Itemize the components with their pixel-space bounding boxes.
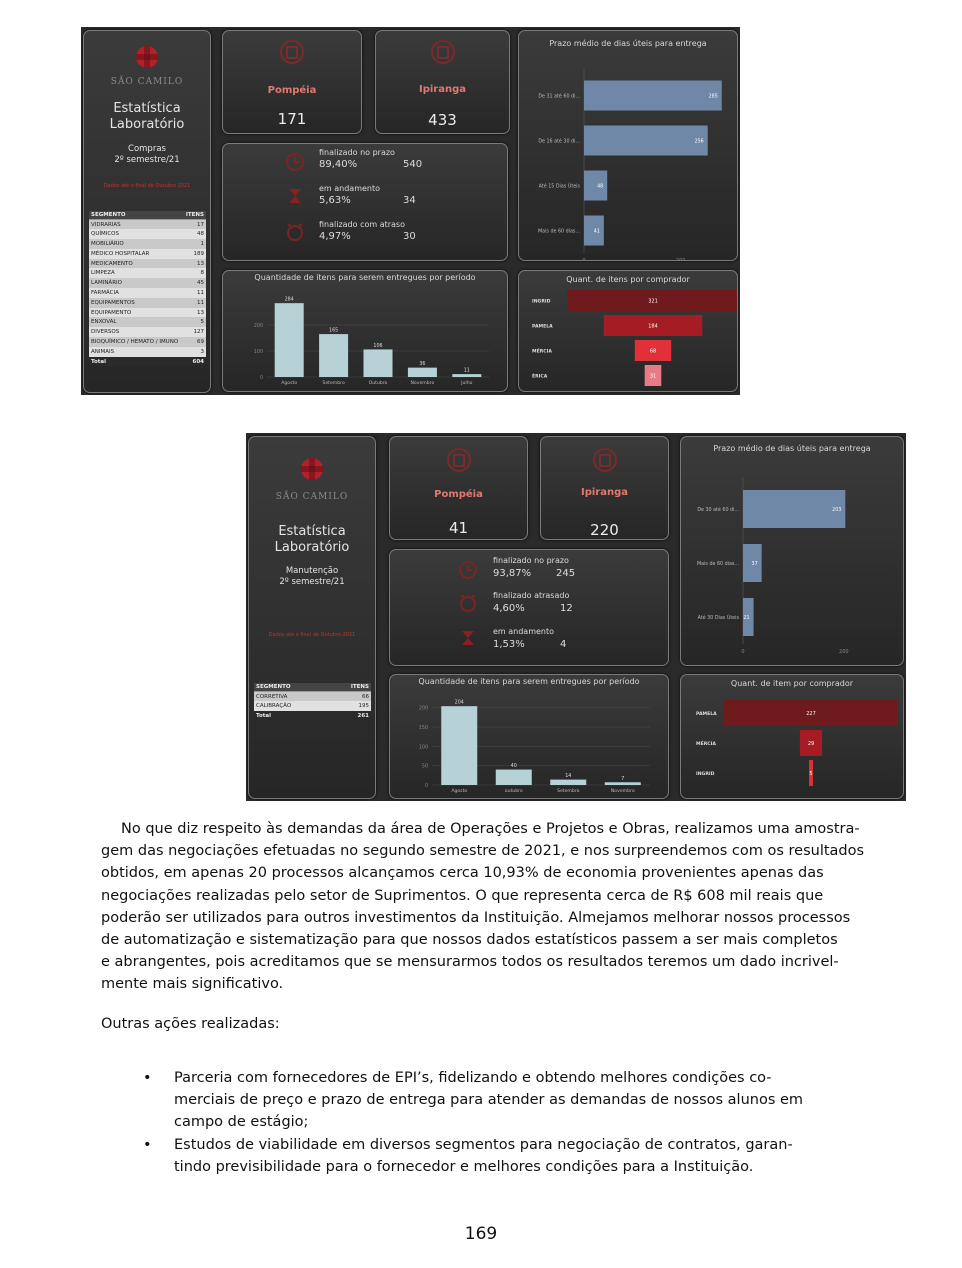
bar (743, 490, 845, 528)
items-cell: 8 (183, 268, 206, 278)
status-label: em andamento (493, 627, 555, 636)
items-cell: 69 (183, 337, 206, 347)
data-label: 41 (593, 229, 600, 235)
segment-cell: EQUIPAMENTOS (89, 298, 183, 308)
tick-label: 0 (424, 784, 428, 789)
title-line-1: Estatística (113, 101, 181, 116)
items-cell: 48 (183, 229, 206, 239)
subtitle-line-1: Manutenção (285, 566, 339, 576)
status-label: finalizado no prazo (319, 148, 395, 157)
bullet-line: tindo previsibilidade para o fornecedor e melhores condições para a Instituição. (174, 1158, 754, 1175)
col-segment: SEGMENTO (89, 211, 183, 220)
chart-prazo-svg (681, 437, 904, 666)
status-label: em andamento (319, 184, 381, 193)
paragraph-line: negociações realizadas pelo setor de Suprimentos. O que representa cerca de R$ 608 mil reais que (101, 887, 824, 904)
table-row (89, 259, 206, 269)
building-icon (430, 39, 456, 65)
items-cell: 127 (183, 327, 206, 337)
kpi-ipiranga (375, 30, 510, 134)
chart-prazo (518, 30, 738, 264)
data-label: 29 (807, 741, 815, 747)
dashboard-side-panel (83, 30, 211, 393)
chart-quantidade (389, 674, 669, 799)
chart-title: Prazo médio de dias úteis para entrega (549, 39, 707, 48)
tick-label: 200 (418, 706, 428, 712)
data-label: 37 (751, 562, 758, 567)
list-item (143, 1067, 823, 1134)
bar (364, 349, 393, 377)
status-count: 4 (560, 639, 567, 650)
category-label: PAMELA (696, 712, 717, 717)
bar (605, 782, 641, 785)
tick-label: 0 (259, 376, 263, 381)
items-cell: 66 (329, 692, 371, 702)
items-cell: 195 (329, 701, 371, 711)
chart-comprador (518, 270, 738, 392)
kpi-label: Ipiranga (418, 84, 466, 95)
paragraph-line: mente mais significativo. (101, 976, 284, 993)
bullet-list (143, 1067, 823, 1178)
kpi-pompeia (222, 30, 362, 134)
date-note: Dados até o final de Outubro 2021 (268, 632, 356, 638)
table-row (89, 220, 206, 230)
category-label: Outubro (368, 381, 388, 386)
dashboard-compras-screenshot (81, 27, 740, 395)
data-label: 256 (694, 139, 704, 145)
table-row (89, 249, 206, 259)
dashboard-manutencao-screenshot (246, 433, 906, 801)
bar (496, 770, 532, 785)
segment-cell: DIVERSOS (89, 327, 183, 337)
bullet-line: campo de estágio; (174, 1114, 309, 1131)
data-label: 48 (597, 184, 604, 190)
status-label: finalizado atrasado (493, 591, 570, 600)
title-line-2: Laboratório (274, 540, 350, 555)
list-item (143, 1134, 823, 1178)
tick-label: 150 (418, 726, 428, 732)
data-label: 321 (648, 298, 658, 305)
data-label: 285 (708, 94, 718, 100)
category-label: Julho (461, 381, 473, 386)
paragraph-line: obtidos, em apenas 20 processos alcançamos cerca 10,93% de economia provenientes apenas das (101, 865, 824, 882)
segment-cell: FARMÁCIA (89, 288, 183, 298)
table-row (89, 298, 206, 308)
category-label: outubro (504, 789, 523, 794)
status-count: 30 (403, 231, 416, 242)
date-note: Dados até o final de Outubro 2021 (103, 183, 191, 189)
table-row (89, 288, 206, 298)
tick-label: 200 (839, 649, 849, 655)
page-number: 169 (464, 1224, 498, 1244)
category-label: ÉRICA (532, 374, 548, 380)
title-line-2: Laboratório (109, 117, 185, 132)
table-row (254, 692, 371, 702)
chart-comprador (680, 674, 904, 799)
total-label: Total (254, 711, 329, 721)
subtitle-line-2: 2º semestre/21 (279, 577, 345, 587)
segment-cell: CALIBRAÇÃO (254, 701, 329, 711)
category-label: De 31 até 60 di... (538, 94, 580, 100)
hourglass-icon (458, 628, 478, 648)
segment-cell: ANIMAIS (89, 347, 183, 357)
status-pct: 4,60% (493, 603, 525, 614)
category-label: INGRID (532, 299, 551, 305)
chart-title: Quant. de itens por comprador (566, 275, 690, 284)
col-segment: SEGMENTO (254, 683, 329, 692)
kpi-label: Pompéia (434, 489, 483, 500)
segment-table-body (254, 692, 371, 721)
table-row (89, 308, 206, 318)
bar (275, 303, 304, 377)
data-label: 31 (649, 373, 657, 380)
col-items: ITENS (329, 683, 371, 692)
bar (319, 334, 348, 377)
chart-title: Quantidade de itens para serem entregues por período (418, 677, 640, 686)
chart-title: Quant. de item por comprador (730, 679, 854, 688)
tick-label: 0 (582, 258, 586, 264)
data-label: 68 (649, 348, 657, 355)
sao-camilo-cross-logo-icon (133, 43, 161, 71)
data-label: 11 (463, 368, 470, 374)
status-count: 12 (560, 603, 573, 614)
bullet-symbol: • (143, 1136, 152, 1153)
kpi-value: 171 (277, 110, 307, 128)
category-label: Setembro (557, 789, 580, 794)
segment-cell: MEDICAMENTO (89, 259, 183, 269)
category-label: PAMELA (532, 324, 553, 330)
alarm-icon (458, 593, 478, 613)
category-label: De 30 até 60 di... (697, 508, 739, 513)
paragraph-line: de automatização e sistematização para que nossos dados estatísticos passem a ser mais completos (101, 932, 838, 949)
data-label: 204 (454, 700, 464, 706)
segment-cell: LIMPEZA (89, 268, 183, 278)
segment-cell: VIDRARIAS (89, 220, 183, 230)
status-pct: 5,63% (319, 195, 351, 206)
items-cell: 1 (183, 239, 206, 249)
segment-table (254, 683, 371, 721)
segment-table (89, 211, 206, 366)
tick-label: 100 (418, 745, 428, 751)
status-pct: 89,40% (319, 159, 358, 170)
chart-prazo (680, 436, 904, 666)
tick-label: 200 (253, 324, 263, 329)
status-pct: 4,97% (319, 231, 351, 242)
data-label: 165 (329, 328, 339, 334)
category-label: De 16 até 30 di... (538, 139, 580, 145)
table-row (254, 701, 371, 711)
bar (441, 706, 477, 785)
data-label: 7 (621, 776, 625, 782)
chart-comprador-svg (519, 271, 738, 392)
hourglass-icon (285, 186, 305, 206)
category-label: Novembro (410, 381, 435, 386)
category-label: Mais de 60 dias... (538, 229, 580, 235)
data-label: 21 (743, 616, 750, 621)
clock-icon (458, 560, 478, 580)
table-header-row (254, 683, 371, 692)
table-header-row (89, 211, 206, 220)
status-label: finalizado com atraso (319, 220, 405, 229)
segment-cell: ENXOVAL (89, 317, 183, 327)
chart-quantidade-svg (223, 271, 508, 392)
total-label: Total (89, 357, 183, 367)
total-value: 261 (329, 711, 371, 721)
bar (408, 368, 437, 377)
kpi-label: Ipiranga (580, 487, 628, 498)
items-cell: 11 (183, 298, 206, 308)
items-cell: 5 (183, 317, 206, 327)
bar (584, 81, 722, 111)
data-label: 184 (648, 323, 658, 330)
table-row (89, 239, 206, 249)
segment-cell: MÉDICO HOSPITALAR (89, 249, 183, 259)
paragraph-line: No que diz respeito às demandas da área de Operações e Projetos e Obras, realizamos uma amostra- (121, 821, 860, 837)
status-panel (222, 143, 508, 261)
chart-prazo-svg (519, 31, 738, 264)
items-cell: 13 (183, 259, 206, 269)
dashboard-side-panel (248, 436, 376, 799)
tick-label: 200 (675, 258, 686, 264)
category-label: Até 15 Dias Úteis (538, 184, 580, 190)
category-label: Até 30 Dias Úteis (697, 616, 739, 621)
category-label: Agosto (281, 381, 298, 386)
chart-title: Quantidade de itens para serem entregues por período (254, 273, 476, 282)
status-count: 540 (403, 159, 423, 170)
bullet-line: Parceria com fornecedores de EPI’s, fidelizando e obtendo melhores condições co- (174, 1070, 772, 1086)
category-label: Agosto (451, 789, 468, 794)
table-row (89, 347, 206, 357)
category-label: MÉRCIA (696, 742, 716, 747)
items-cell: 13 (183, 308, 206, 318)
chart-quantidade-svg (390, 675, 669, 799)
kpi-pompeia (389, 436, 528, 540)
tick-label: 0 (741, 649, 745, 655)
data-label: 284 (284, 297, 294, 303)
segment-cell: QUÍMICOS (89, 229, 183, 239)
building-icon (592, 447, 618, 473)
kpi-value: 433 (428, 111, 457, 129)
col-items: ITENS (183, 211, 206, 220)
segment-cell: BIOQUÍMICO / HEMATO / IMUNO (89, 337, 183, 347)
status-count: 245 (556, 568, 576, 579)
subtitle-line-1: Compras (128, 144, 166, 154)
bullet-symbol: • (143, 1070, 152, 1086)
building-icon (446, 447, 472, 473)
category-label: INGRID (696, 772, 715, 777)
paragraph-line: poderão ser utilizados para outros investimentos da Instituição. Almejamos melhorar nossos processos (101, 909, 851, 926)
kpi-label: Pompéia (267, 85, 317, 96)
items-cell: 45 (183, 278, 206, 288)
total-value: 604 (183, 357, 206, 367)
table-row (89, 278, 206, 288)
items-cell: 17 (183, 220, 206, 230)
category-label: Setembro (322, 381, 345, 386)
items-cell: 189 (183, 249, 206, 259)
table-row (89, 229, 206, 239)
status-count: 34 (403, 195, 416, 206)
chart-quantidade (222, 270, 508, 392)
data-label: 40 (510, 764, 517, 770)
items-cell: 3 (183, 347, 206, 357)
category-label: MÉRCIA (532, 349, 552, 355)
category-label: Novembro (610, 789, 635, 794)
status-pct: 93,87% (493, 568, 532, 579)
segment-cell: CORRETIVA (254, 692, 329, 702)
status-label: finalizado no prazo (493, 556, 569, 565)
bar (550, 780, 586, 785)
body-paragraph (101, 818, 871, 996)
items-cell: 11 (183, 288, 206, 298)
data-label: 227 (806, 711, 816, 717)
bar (584, 171, 607, 201)
table-row (89, 327, 206, 337)
clock-icon (285, 152, 305, 172)
chart-comprador-svg (681, 675, 904, 799)
segment-cell: EQUIPAMENTO (89, 308, 183, 318)
sao-camilo-cross-logo-icon (298, 455, 326, 483)
data-label: 203 (832, 508, 842, 513)
bar (584, 126, 708, 156)
bullet-line: Estudos de viabilidade em diversos segmentos para negociação de contratos, garan- (174, 1136, 793, 1153)
title-line-1: Estatística (278, 524, 346, 539)
tick-label: 100 (253, 350, 263, 355)
table-row (89, 317, 206, 327)
other-actions-heading: Outras ações realizadas: (101, 1016, 280, 1032)
segment-cell: MOBILIÁRIO (89, 239, 183, 249)
bar (452, 374, 481, 377)
bullet-line: merciais de preço e prazo de entrega para atender as demandas de nossos alunos em (174, 1092, 804, 1109)
chart-title: Prazo médio de dias úteis para entrega (713, 444, 871, 453)
alarm-icon (285, 222, 305, 242)
logo-label: SÃO CAMILO (275, 492, 349, 502)
status-panel (389, 549, 669, 666)
kpi-ipiranga (540, 436, 669, 540)
tick-label: 50 (421, 764, 428, 770)
logo-label: SÃO CAMILO (110, 77, 184, 87)
data-label: 14 (565, 774, 572, 780)
segment-cell: LAMINÁRIO (89, 278, 183, 288)
subtitle-line-2: 2º semestre/21 (114, 155, 180, 165)
building-icon (279, 39, 305, 65)
kpi-value: 41 (448, 519, 469, 537)
status-pct: 1,53% (493, 639, 525, 650)
paragraph-line: e abrangentes, pois acreditamos que se mensurarmos todos os resultados teremos um dado incrivel- (101, 954, 839, 971)
table-row (89, 337, 206, 347)
kpi-value: 220 (590, 521, 619, 539)
table-row (89, 268, 206, 278)
table-total-row (254, 711, 371, 721)
segment-table-body (89, 220, 206, 367)
data-label: 36 (419, 362, 426, 368)
paragraph-line: gem das negociações efetuadas no segundo semestre de 2021, e nos surpreendemos com os resultados (101, 843, 865, 860)
data-label: 106 (373, 343, 383, 349)
table-total-row (89, 357, 206, 367)
data-label: 5 (809, 771, 813, 777)
category-label: Mais de 60 dias... (697, 562, 739, 567)
